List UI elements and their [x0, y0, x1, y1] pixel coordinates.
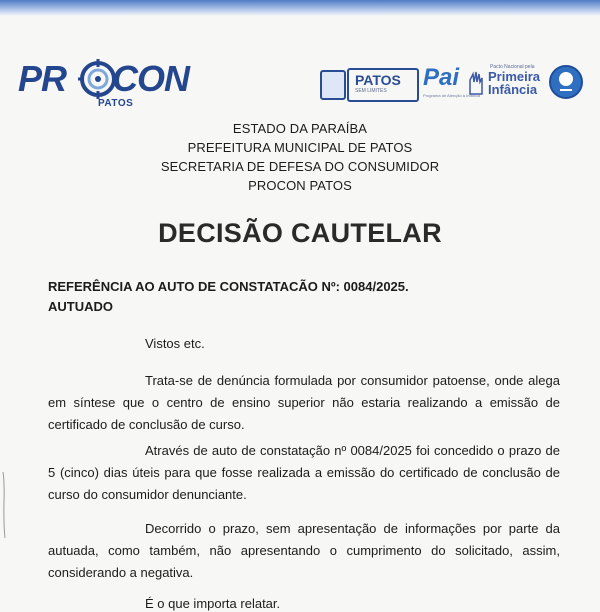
target-icon: [78, 59, 118, 99]
procon-logo: [18, 58, 208, 108]
header-state: ESTADO DA PARAÍBA: [232, 121, 368, 136]
header-procon: PROCON PATOS: [248, 178, 352, 193]
procon-subtitle: PATOS: [98, 98, 134, 109]
top-color-band: [0, 0, 600, 16]
header-secretaria: SECRETARIA DE DEFESA DO CONSUMIDOR: [160, 159, 440, 174]
closing-line: É o que importa relatar.: [145, 596, 281, 611]
header-prefeitura: PREFEITURA MUNICIPAL DE PATOS: [187, 140, 413, 155]
vistos-line: Vistos etc.: [145, 336, 205, 351]
reference-line: REFERÊNCIA AO AUTO DE CONSTATACÃO Nº: 0084/2025.: [48, 279, 409, 294]
partner-logos: [320, 62, 585, 107]
seal-icon: [548, 62, 584, 102]
margin-pen-mark: [0, 470, 10, 540]
paragraph-1: Trata-se de denúncia formulada por consumidor patoense, onde alega em síntese que o centro de ensino superior não estaria realizando a emissão de certificado de conclusão de curso.: [48, 373, 560, 432]
procon-wordmark: PR CON: [18, 58, 190, 99]
paragraph-3: Decorrido o prazo, sem apresentação de informações por parte da autuada, como também, não apresentando o cumprimento do solicitado, assim, considerando a negativa.: [48, 521, 560, 580]
pai-tagline: Programa de Atenção à Infância: [423, 93, 481, 98]
patos-tagline: SEM LIMITES: [355, 88, 387, 94]
pai-logo: Pai: [423, 64, 460, 91]
patos-logo: [347, 68, 419, 102]
patos-wordmark: PATOS: [355, 72, 401, 88]
document-title: DECISÃO CAUTELAR: [158, 218, 442, 248]
primeira-infancia-logo: Primeira Infância: [488, 69, 541, 97]
paragraph-2: Através de auto de constatação nº 0084/2025 foi concedido o prazo de 5 (cinco) dias úteis para que fosse realizada a emissão do certificado de conclusão de curso do consumidor denunciante.: [48, 443, 560, 502]
autuado-label: AUTUADO: [48, 299, 113, 314]
primeira-infancia-tagline: Pacto Nacional pela: [490, 64, 535, 70]
hands-icon: [468, 70, 484, 96]
city-emblem-icon: [320, 70, 346, 100]
